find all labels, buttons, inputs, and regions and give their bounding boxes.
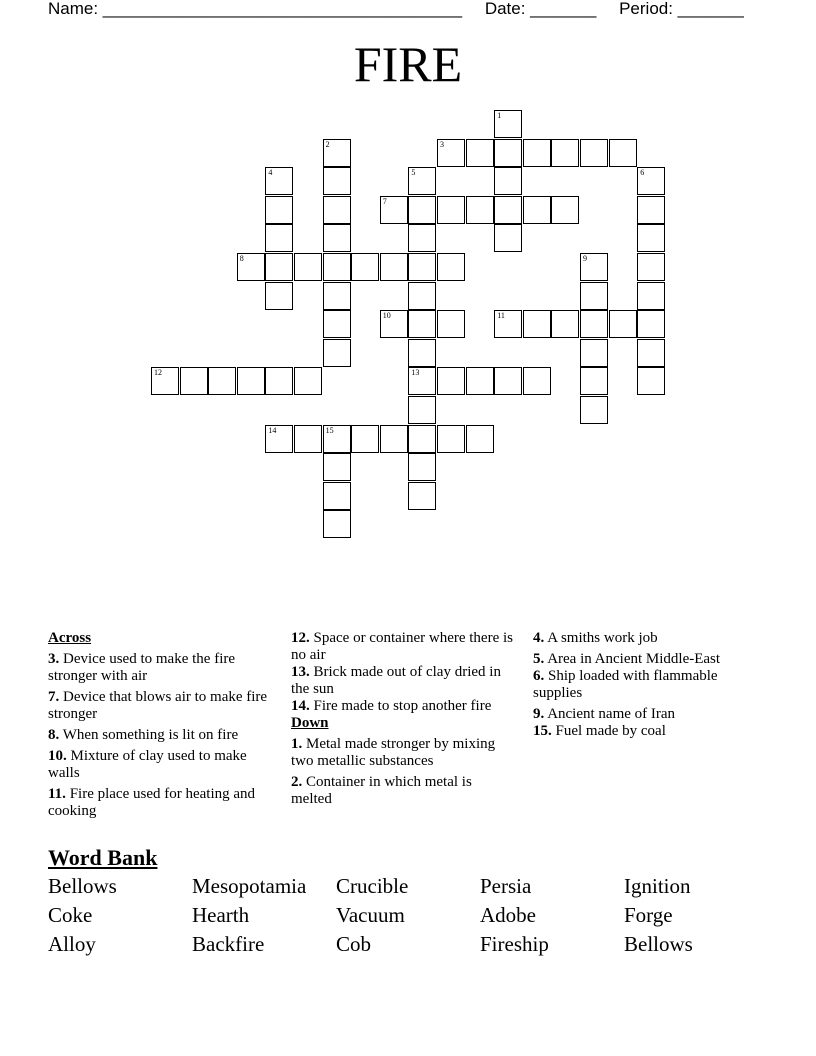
grid-cell[interactable] <box>494 196 522 224</box>
word-bank-item: Hearth <box>192 903 250 927</box>
grid-cell[interactable] <box>494 310 522 338</box>
grid-cell[interactable] <box>408 167 436 195</box>
period-field: Period: _______ <box>619 0 744 18</box>
grid-cell[interactable] <box>637 367 665 395</box>
grid-cell[interactable] <box>466 139 494 167</box>
cell-number: 1 <box>497 111 502 120</box>
grid-cell[interactable] <box>637 282 665 310</box>
grid-cell[interactable] <box>237 253 265 281</box>
grid-cell[interactable] <box>408 339 436 367</box>
word-bank-item: Alloy <box>48 932 96 956</box>
grid-cell[interactable] <box>580 139 608 167</box>
grid-cell[interactable] <box>323 482 351 510</box>
cell-number: 9 <box>583 254 587 263</box>
grid-cell[interactable] <box>609 310 637 338</box>
grid-cell[interactable] <box>466 425 494 453</box>
grid-cell[interactable] <box>380 253 408 281</box>
grid-cell[interactable] <box>408 482 436 510</box>
grid-cell[interactable] <box>580 253 608 281</box>
cell-number: 10 <box>382 311 391 321</box>
cell-number: 11 <box>497 311 505 321</box>
word-bank-title: Word Bank <box>48 845 158 870</box>
word-bank-item: Crucible <box>336 874 409 898</box>
grid-cell[interactable] <box>265 282 293 310</box>
grid-cell[interactable] <box>323 139 351 167</box>
cell-number: 13 <box>411 368 420 378</box>
grid-cell[interactable] <box>265 196 293 224</box>
grid-cell[interactable] <box>637 253 665 281</box>
word-bank-item: Forge <box>624 903 673 927</box>
clue-across-11: 11. Fire place used for heating and cooking <box>48 786 256 819</box>
grid-cell[interactable] <box>494 110 522 138</box>
word-bank-item: Coke <box>48 903 93 927</box>
grid-cell[interactable] <box>265 253 293 281</box>
grid-cell[interactable] <box>523 139 551 167</box>
word-bank-item: Cob <box>336 932 372 956</box>
grid-cell[interactable] <box>408 196 436 224</box>
word-bank-item: Vacuum <box>336 903 405 927</box>
cell-number: 8 <box>239 254 244 263</box>
cell-number: 6 <box>640 168 645 178</box>
clue-across-7: 7. Device that blows air to make fire stronger <box>48 689 268 722</box>
word-bank-item: Bellows <box>48 874 117 898</box>
grid-cell[interactable] <box>466 367 494 395</box>
cell-number: 14 <box>268 425 277 435</box>
grid-cell[interactable] <box>637 167 665 195</box>
grid-cell[interactable] <box>408 282 436 310</box>
word-bank-item: Backfire <box>192 932 265 956</box>
word-bank-item: Persia <box>480 874 532 898</box>
word-bank-item: Adobe <box>480 903 536 927</box>
grid-cell[interactable] <box>265 167 293 195</box>
clue-across-14: 14. Fire made to stop another fire <box>291 698 492 714</box>
grid-cell[interactable] <box>408 224 436 252</box>
clue-down-6: 6. Ship loaded with flammable supplies <box>533 668 718 701</box>
grid-cell[interactable] <box>551 196 579 224</box>
grid-cell[interactable] <box>523 310 551 338</box>
grid-cell[interactable] <box>351 253 379 281</box>
clues-column-3 <box>533 630 758 744</box>
word-bank-item: Bellows <box>624 932 693 956</box>
clue-across-3: 3. Device used to make the fire stronger with air <box>48 651 236 684</box>
cell-number: 3 <box>440 139 444 149</box>
grid-cell[interactable] <box>437 367 465 395</box>
grid-cell[interactable] <box>637 310 665 338</box>
grid-cell[interactable] <box>466 196 494 224</box>
cell-number: 5 <box>411 168 416 178</box>
clue-down-4: 4. A smiths work job <box>533 630 658 646</box>
grid-cell[interactable] <box>408 310 436 338</box>
clue-down-5: 5. Area in Ancient Middle-East <box>533 651 721 667</box>
grid-cell[interactable] <box>580 282 608 310</box>
grid-cell[interactable] <box>494 167 522 195</box>
clue-down-9: 9. Ancient name of Iran <box>533 706 676 722</box>
grid-cell[interactable] <box>580 396 608 424</box>
grid-cell[interactable] <box>580 367 608 395</box>
grid-cell[interactable] <box>408 396 436 424</box>
grid-cell[interactable] <box>265 367 293 395</box>
grid-cell[interactable] <box>351 425 379 453</box>
grid-cell[interactable] <box>523 196 551 224</box>
cell-number: 12 <box>154 368 162 378</box>
grid-cell[interactable] <box>637 196 665 224</box>
cell-number: 4 <box>268 168 273 178</box>
grid-cell[interactable] <box>637 339 665 367</box>
grid-cell[interactable] <box>551 310 579 338</box>
grid-cell[interactable] <box>580 310 608 338</box>
grid-cell[interactable] <box>265 425 293 453</box>
grid-cell[interactable] <box>437 253 465 281</box>
grid-cell[interactable] <box>408 453 436 481</box>
grid-cell[interactable] <box>609 139 637 167</box>
word-bank-item: Mesopotamia <box>192 874 307 898</box>
clue-down-2: 2. Container in which metal is melted <box>291 774 472 807</box>
grid-cell[interactable] <box>294 367 322 395</box>
grid-cell[interactable] <box>380 310 408 338</box>
clue-across-13: 13. Brick made out of clay dried in the sun <box>291 664 501 697</box>
grid-cell[interactable] <box>437 139 465 167</box>
grid-cell[interactable] <box>494 367 522 395</box>
clue-across-12: 12. Space or container where there is no air <box>291 630 513 663</box>
grid-cell[interactable] <box>323 253 351 281</box>
grid-cell[interactable] <box>323 224 351 252</box>
grid-cell[interactable] <box>323 453 351 481</box>
grid-cell[interactable] <box>437 425 465 453</box>
grid-cell[interactable] <box>380 425 408 453</box>
grid-cell[interactable] <box>180 367 208 395</box>
name-field: Name: ______________________________________ <box>48 0 463 18</box>
across-heading: Across <box>48 630 92 646</box>
grid-cell[interactable] <box>408 425 436 453</box>
grid-cell[interactable] <box>323 510 351 538</box>
grid-cell[interactable] <box>437 310 465 338</box>
clue-across-8: 8. When something is lit on fire <box>48 727 239 743</box>
grid-cell[interactable] <box>580 339 608 367</box>
grid-cell[interactable] <box>151 367 179 395</box>
page-title: FIRE <box>353 36 463 92</box>
grid-cell[interactable] <box>437 196 465 224</box>
grid-cell[interactable] <box>323 167 351 195</box>
clues-column-2 <box>291 630 516 812</box>
grid-cell[interactable] <box>323 339 351 367</box>
grid-cell[interactable] <box>494 224 522 252</box>
grid-cell[interactable] <box>523 367 551 395</box>
word-bank-item: Ignition <box>624 874 691 898</box>
grid-cell[interactable] <box>294 253 322 281</box>
grid-cell[interactable] <box>637 224 665 252</box>
grid-cell[interactable] <box>408 253 436 281</box>
grid-cell[interactable] <box>408 367 436 395</box>
date-field: Date: _______ <box>484 0 597 18</box>
clues-column-1 <box>48 630 268 824</box>
grid-cell[interactable] <box>323 282 351 310</box>
word-bank-item: Fireship <box>480 932 549 956</box>
grid-cell[interactable] <box>551 139 579 167</box>
grid-cell[interactable] <box>208 367 236 395</box>
grid-cell[interactable] <box>265 224 293 252</box>
grid-cell[interactable] <box>294 425 322 453</box>
grid-cell[interactable] <box>380 196 408 224</box>
grid-cell[interactable] <box>237 367 265 395</box>
down-heading: Down <box>291 715 329 731</box>
cell-number: 15 <box>325 425 334 435</box>
cell-number: 2 <box>325 139 330 149</box>
clue-down-15: 15. Fuel made by coal <box>533 723 666 739</box>
grid-cell[interactable] <box>494 139 522 167</box>
cell-number: 7 <box>382 196 387 206</box>
word-bank <box>48 874 768 961</box>
clue-down-1: 1. Metal made stronger by mixing two metallic substances <box>291 736 496 769</box>
grid-cell[interactable] <box>323 196 351 224</box>
clue-across-10: 10. Mixture of clay used to make walls <box>48 748 247 781</box>
grid-cell[interactable] <box>323 425 351 453</box>
grid-cell[interactable] <box>323 310 351 338</box>
